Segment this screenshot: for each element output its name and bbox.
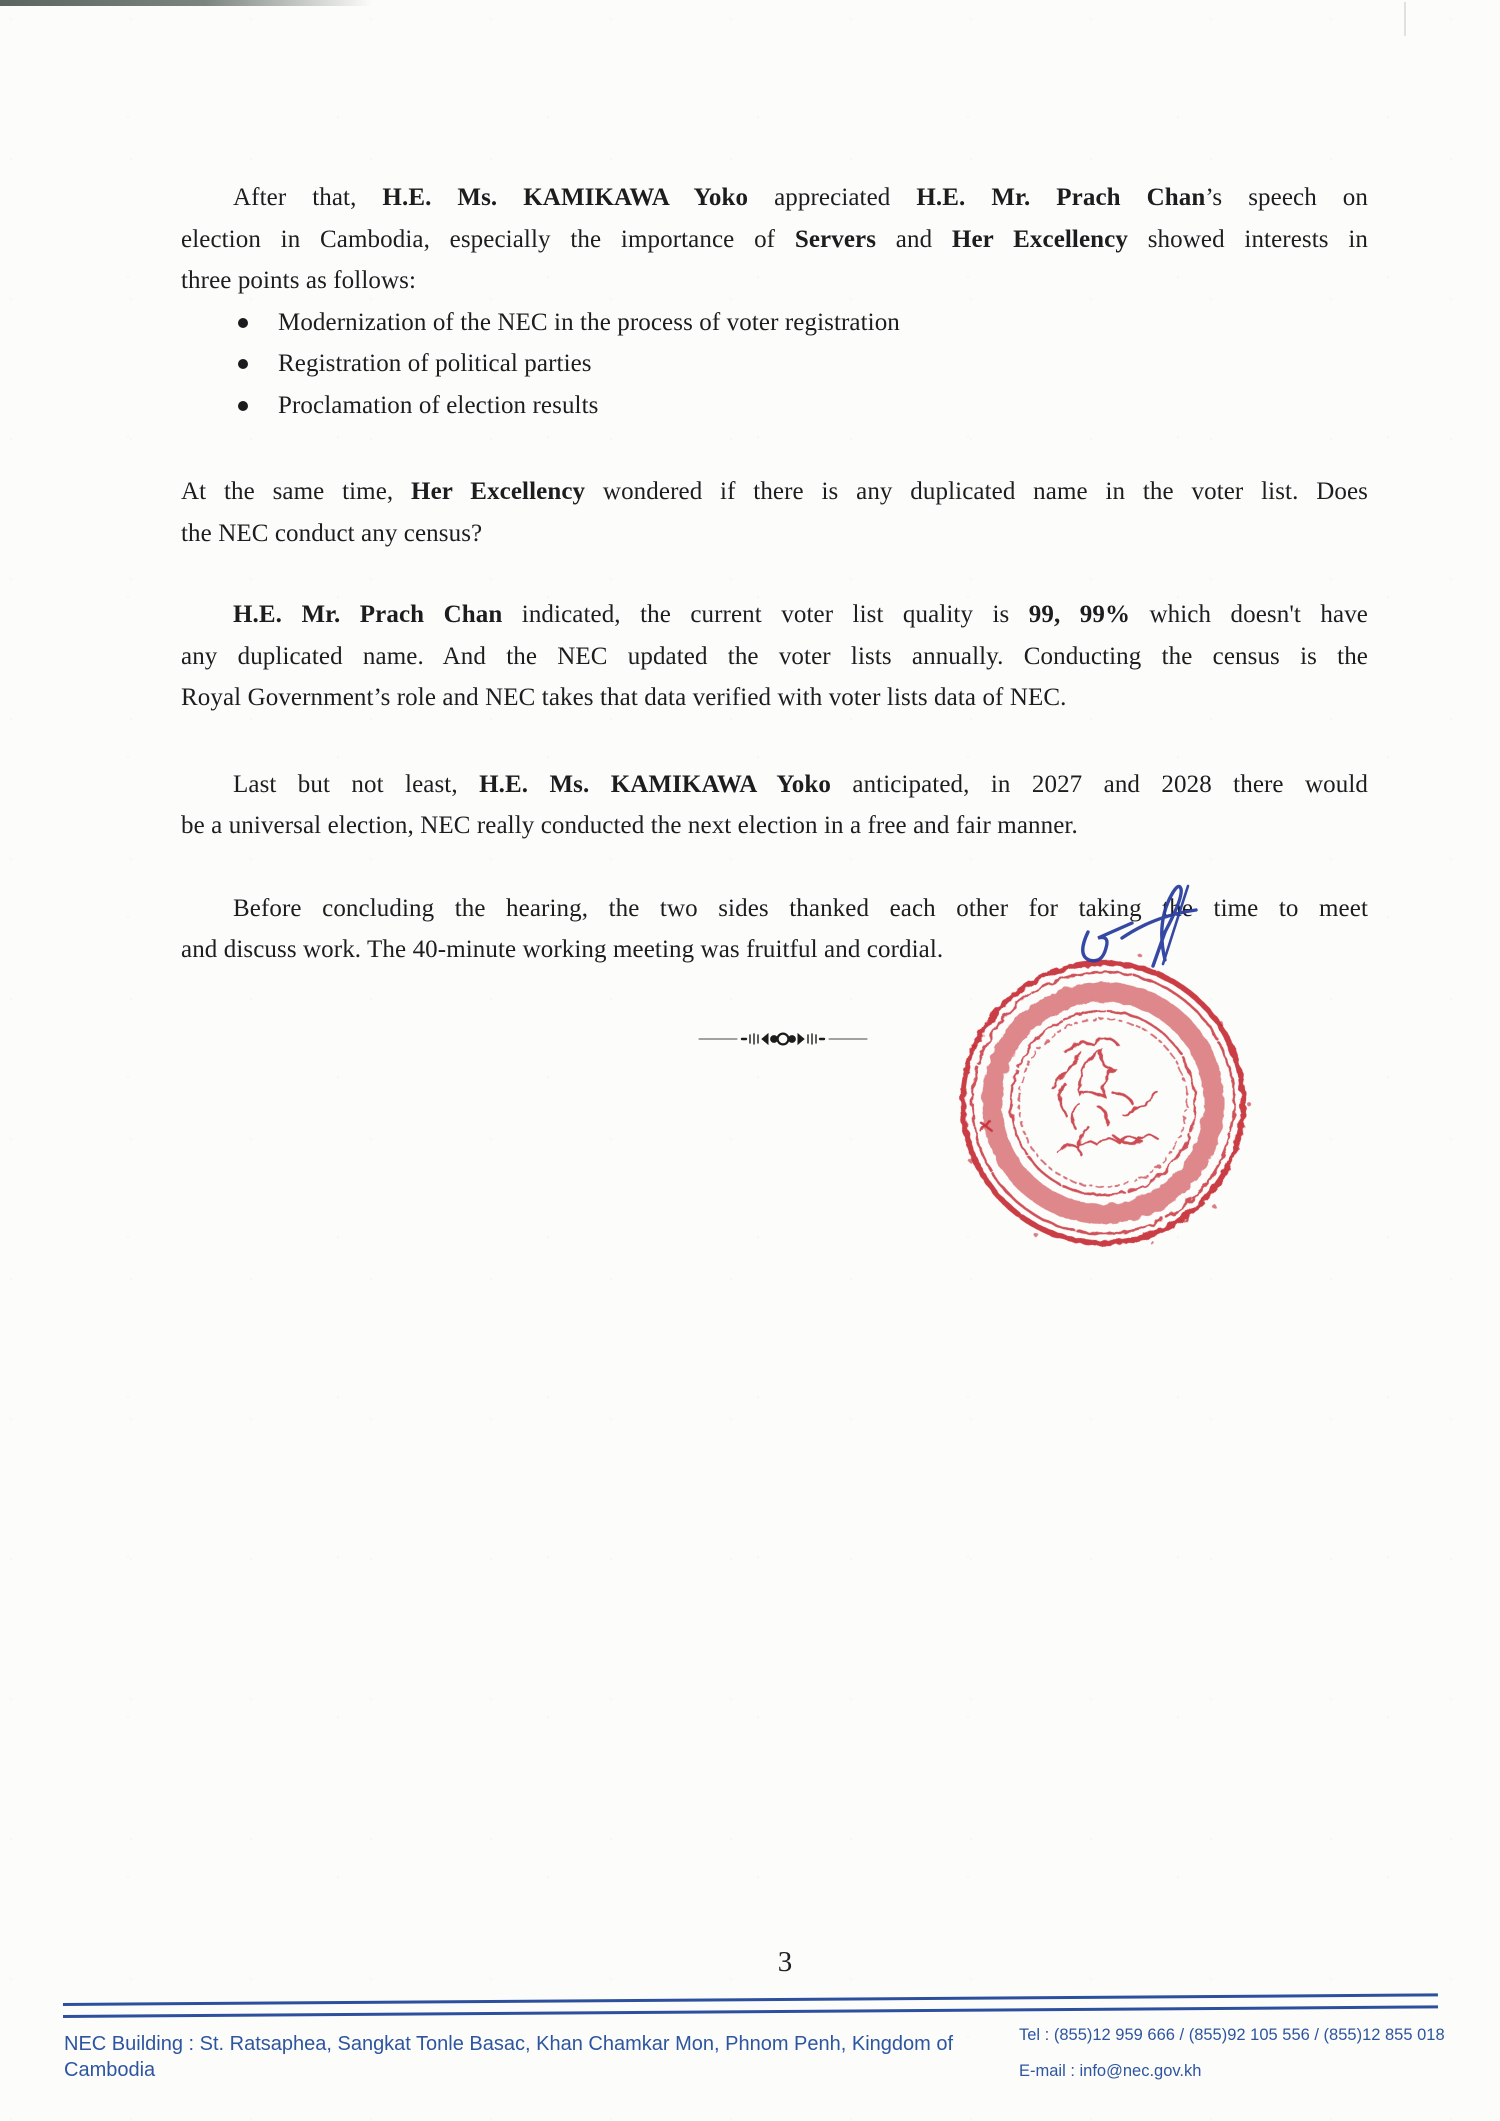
scan-artifact xyxy=(1404,2,1406,36)
bullet-icon xyxy=(238,401,248,411)
text-line: any duplicated name. And the NEC updated the voter lists annually. Conducting the census is the xyxy=(181,642,1368,670)
list-item-text: Modernization of the NEC in the process of voter registration xyxy=(278,308,900,336)
text-line: be a universal election, NEC really conducted the next election in a free and fair manner. xyxy=(181,812,1078,839)
bullet-list xyxy=(181,302,1368,427)
scan-artifact xyxy=(0,0,372,6)
paragraph-kamikawa-appreciation xyxy=(181,177,1368,302)
paragraph-prach-chan-reply xyxy=(181,594,1368,719)
text-line: and discuss work. The 40-minute working meeting was fruitful and cordial. xyxy=(181,936,944,963)
list-item xyxy=(181,343,1368,385)
list-item-text: Proclamation of election results xyxy=(278,391,599,419)
footer-address: NEC Building : St. Ratsaphea, Sangkat Tonle Basac, Khan Chamkar Mon, Phnom Penh, Kingdom of Cambodia xyxy=(64,2033,954,2081)
list-item xyxy=(181,385,1368,427)
paragraph-kamikawa-anticipation xyxy=(181,764,1368,847)
text-line: Royal Government’s role and NEC takes that data verified with voter lists data of NEC. xyxy=(181,684,1067,711)
text-line: Last but not least, H.E. Ms. KAMIKAWA Yoko anticipated, in 2027 and 2028 there would xyxy=(233,770,1368,798)
page-number: 3 xyxy=(777,1946,793,1978)
text-line: election in Cambodia, especially the importance of Servers and Her Excellency showed interests in xyxy=(181,225,1368,253)
footer-email: E-mail : info@nec.gov.kh xyxy=(1019,2062,1202,2080)
document-body xyxy=(181,177,1368,971)
stamp-emblem xyxy=(1043,1032,1164,1158)
text-line: Before concluding the hearing, the two sides thanked each other for taking the time to meet xyxy=(233,894,1368,922)
ink-signature xyxy=(1068,874,1210,986)
list-item xyxy=(181,302,1368,344)
text-line: After that, H.E. Ms. KAMIKAWA Yoko appreciated H.E. Mr. Prach Chan’s speech on xyxy=(233,184,1368,211)
text-line: H.E. Mr. Prach Chan indicated, the current voter list quality is 99, 99% which doesn't have xyxy=(233,601,1368,628)
footer-rule xyxy=(63,1993,1438,2018)
divider-ornament xyxy=(697,1027,869,1051)
nec-red-stamp xyxy=(948,948,1258,1258)
text-line: the NEC conduct any census? xyxy=(181,519,483,547)
bullet-icon xyxy=(238,318,248,328)
list-item-text: Registration of political parties xyxy=(278,350,592,377)
text-line: At the same time, Her Excellency wondered if there is any duplicated name in the voter list. Does xyxy=(181,478,1368,505)
footer-contact xyxy=(1019,2026,1449,2081)
footer-telephone: Tel : (855)12 959 666 / (855)92 105 556 / (855)12 855 018 xyxy=(1019,2026,1445,2044)
paragraph-duplicated-name-question xyxy=(181,471,1368,554)
bullet-icon xyxy=(238,359,248,369)
text-line: three points as follows: xyxy=(181,267,417,294)
